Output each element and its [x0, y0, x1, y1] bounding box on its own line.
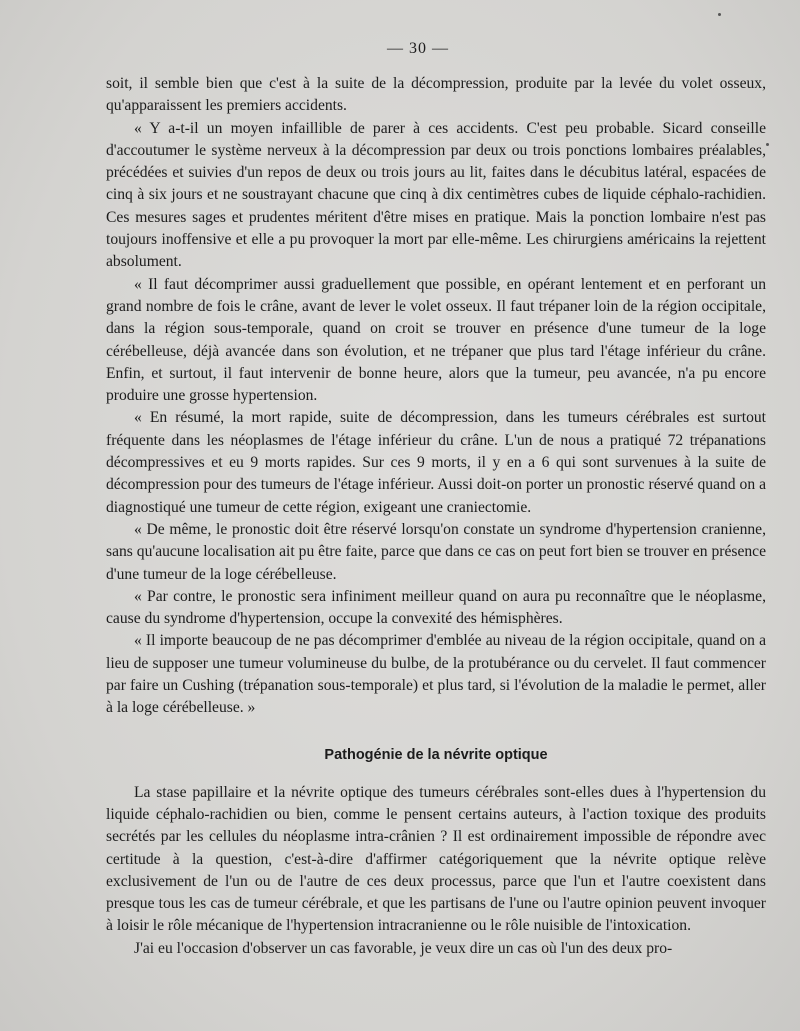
- speck-mark: [766, 143, 769, 146]
- paragraph-2: « Y a-t-il un moyen infaillible de parer à ces accidents. C'est peu probable. Sicard conseille d'accoutumer le système nerveux à la décompression par deux ou trois ponctions lombaires préalables, précédées et suivies d'un repos de deux ou trois jours au lit, faites dans le décubitus latéral, espacées de cinq à six jours et ne soustrayant chacune que cinq à dix centimètres cubes de liquide céphalo-rachidien. Ces mesures sages et prudentes méritent d'être mises en pratique. Mais la ponction lombaire n'est pas toujours inoffensive et elle a pu provoquer la mort par elle-même. Les chirurgiens américains la rejettent absolument.: [106, 119, 766, 271]
- paragraph-9: J'ai eu l'occasion d'observer un cas favorable, je veux dire un cas où l'un des deux pro-: [134, 939, 673, 957]
- speck-mark: [718, 13, 721, 16]
- paragraph-5: « De même, le pronostic doit être réservé lorsqu'on constate un syndrome d'hypertension cranienne, sans qu'aucune localisation ait pu être faite, parce que dans ce cas on peut fort bien se trouver en présence d'une tumeur de la loge cérébelleuse.: [106, 520, 766, 583]
- section-heading: Pathogénie de la névrite optique: [324, 746, 548, 763]
- paragraph-1: soit, il semble bien que c'est à la suite de la décompression, produite par la levée du volet osseux, qu'apparaissent les premiers accidents.: [106, 75, 766, 115]
- paragraph-6: « Par contre, le pronostic sera infiniment meilleur quand on aura pu reconnaître que le néoplasme, cause du syndrome d'hypertension, occupe la convexité des hémisphères.: [106, 587, 766, 628]
- page-body: [106, 73, 766, 960]
- paragraph-7: « Il importe beaucoup de ne pas décomprimer d'emblée au niveau de la région occipitale, quand on a lieu de supposer une tumeur volumineuse du bulbe, de la protubérance ou du cervelet. Il faut commencer par faire un Cushing (trépanation sous-temporale) et plus tard, si l'évolution de la maladie le permet, aller à la loge cérébelleuse. »: [106, 632, 766, 717]
- paragraph-8: La stase papillaire et la névrite optique des tumeurs cérébrales sont-elles dues à l'hypertension du liquide céphalo-rachidien ou bien, comme le pensent certains auteurs, à l'action toxique des produits secrétés par les cellules du néoplasme intra-crânien ? Il est ordinairement impossible de répondre avec certitude à la question, c'est-à-dire d'affirmer catégoriquement que la névrite optique relève exclusivement de l'un ou de l'autre de ces deux processus, parce que l'un et l'autre coexistent dans presque tous les cas de tumeur cérébrale, et que les partisans de l'une ou l'autre opinion peuvent invoquer à loisir le rôle mécanique de l'hypertension intracranienne ou le rôle nuisible de l'intoxication.: [106, 783, 766, 935]
- page-number: — 30 —: [387, 40, 449, 57]
- paragraph-4: « En résumé, la mort rapide, suite de décompression, dans les tumeurs cérébrales est surtout fréquente dans les néoplasmes de l'étage inférieur du crâne. L'un de nous a pratiqué 72 trépanations décompressives et eu 9 morts rapides. Sur ces 9 morts, il y en a 6 qui sont survenues à la suite de décompression pour des tumeurs de l'étage inférieur. Aussi doit-on porter un pronostic réservé quand on a diagnostiqué une tumeur de cette région, exigeant une craniectomie.: [106, 409, 766, 516]
- paragraph-3: « Il faut décomprimer aussi graduellement que possible, en opérant lentement et en perforant un grand nombre de fois le crâne, avant de lever le volet osseux. Il faut trépaner loin de la région occipitale, dans la région sous-temporale, quand on croit se trouver en présence d'une tumeur de la loge cérébelleuse, déjà avancée dans son évolution, et ne trépaner que plus tard l'étage inférieur du crâne. Enfin, et surtout, il faut intervenir de bonne heure, alors que la tumeur, peu avancée, n'a pu encore produire une grosse hypertension.: [106, 275, 766, 405]
